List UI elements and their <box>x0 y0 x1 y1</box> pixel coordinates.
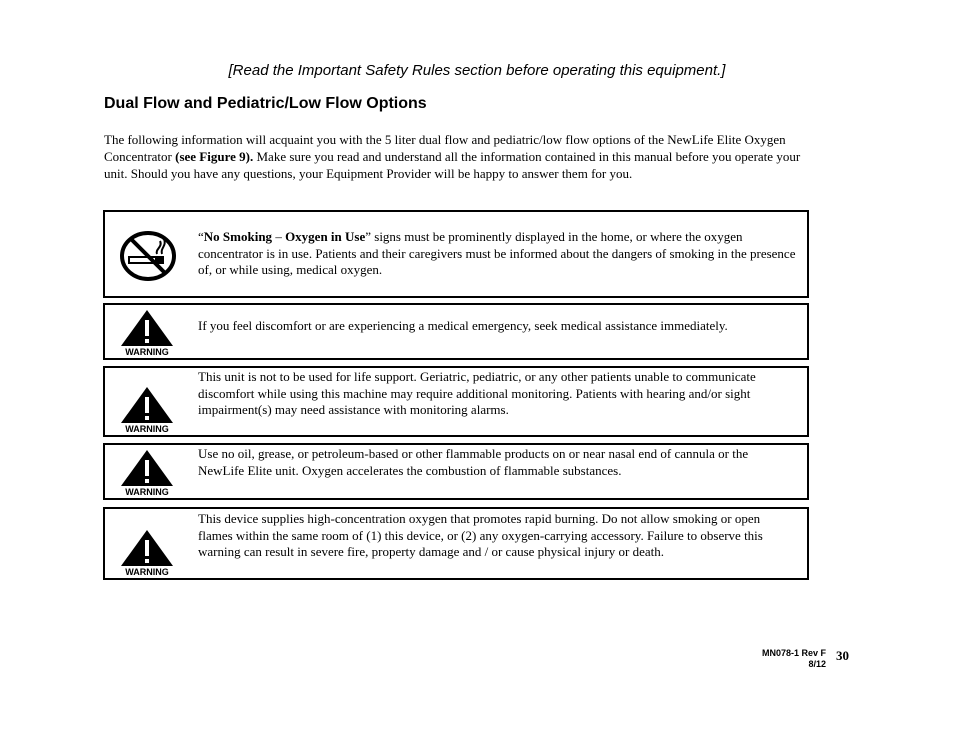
intro-text-2: Make sure you read and understand all the information contained in this manual before you operate your unit. Should you have any questions, your Equipment Provider will be happy to answer them for you. <box>104 149 801 181</box>
warning-triangle-icon <box>119 385 175 433</box>
no-smoking-notice-box <box>103 210 809 298</box>
safety-header-note: [Read the Important Safety Rules section before operating this equipment.] <box>228 62 726 79</box>
page-number: 30 <box>836 648 849 663</box>
warning-triangle-icon <box>119 528 175 576</box>
intro-paragraph <box>104 131 816 182</box>
warning-box-3 <box>103 443 809 500</box>
warning-text-2: This unit is not to be used for life support. Geriatric, pediatric, or any other patients unable to communicate discomfort while using this machine may require additional monitoring. Patients with hearing and/or sight impairment(s) may need assistance with monitoring alarms. <box>198 369 756 417</box>
intro-figure-ref: (see Figure 9). <box>175 149 254 164</box>
footer-doc-code <box>752 648 826 670</box>
doc-date: 8/12 <box>808 659 826 669</box>
warning-box-4 <box>103 507 809 580</box>
warning-box-2 <box>103 366 809 437</box>
dash: – <box>272 229 286 244</box>
warning-text-3: Use no oil, grease, or petroleum-based or other flammable products on or near nasal end of cannula or the NewLife Elite unit. Oxygen accelerates the combustion of flammable substances. <box>198 446 749 478</box>
warning-text-1: If you feel discomfort or are experiencing a medical emergency, seek medical assistance immediately. <box>198 318 728 333</box>
warning-triangle-icon <box>119 308 175 356</box>
no-smoking-bold: No Smoking <box>203 229 273 244</box>
doc-revision: MN078-1 Rev F <box>761 648 826 658</box>
warning-label: WARNING <box>125 424 169 433</box>
warning-label: WARNING <box>125 347 169 356</box>
no-smoking-rest: ” signs must be prominently displayed in the home, or where the oxygen concentrator is in use. Patients and their caregivers must be informed about the dangers of smoking in the presence of, or while using, medical oxygen. <box>198 229 796 277</box>
warning-triangle-icon <box>119 448 175 496</box>
warning-text-4: This device supplies high-concentration oxygen that promotes rapid burning. Do not allow smoking or open flames within the same room of (1) this device, or (2) any oxygen-carrying accessory. Failure to observe this warning can result in severe fire, property damage and / or cause physical injury or death. <box>198 511 763 559</box>
section-title: Dual Flow and Pediatric/Low Flow Options <box>104 95 427 112</box>
warning-box-1 <box>103 303 809 360</box>
quote-open: “ <box>198 229 204 244</box>
oxygen-in-use-bold: Oxygen in Use <box>285 229 366 244</box>
warning-label: WARNING <box>125 567 169 576</box>
no-smoking-icon <box>119 229 177 288</box>
no-smoking-text <box>198 229 796 279</box>
intro-text-1: The following information will acquaint you with the 5 liter dual flow and pediatric/low flow options of the NewLife Elite Oxygen Concentrator <box>104 132 786 164</box>
warning-label: WARNING <box>125 487 169 496</box>
